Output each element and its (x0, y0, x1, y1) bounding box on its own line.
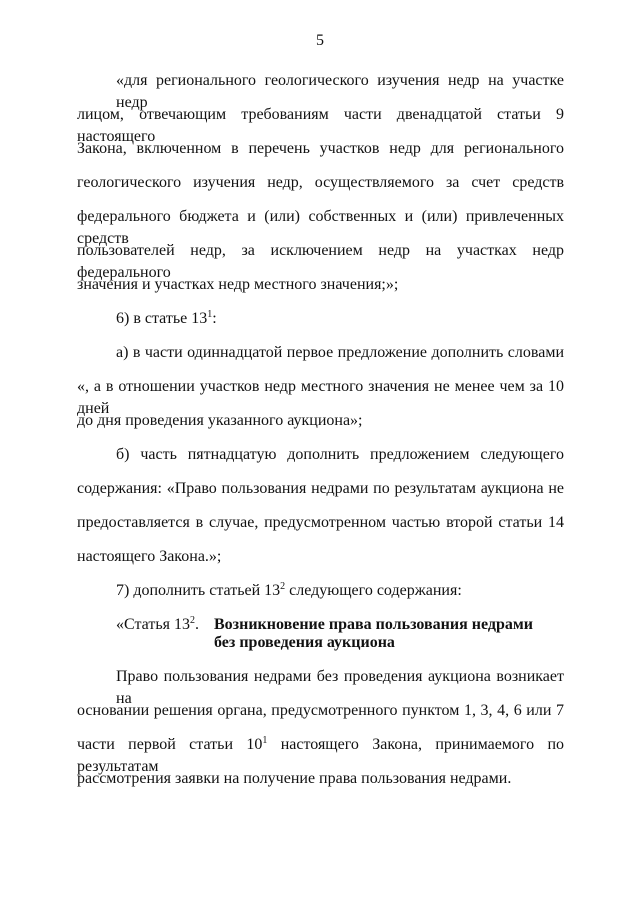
text-fragment: 7) дополнить статьей 13 (116, 582, 281, 599)
article-title-line: Возникновение права пользования недрами (214, 616, 533, 633)
text-line: основании решения органа, предусмотренного пунктом 1, 3, 4, 6 или 7 (77, 702, 564, 719)
text-fragment: 6) в статье 13 (116, 310, 208, 327)
text-line: «для регионального геологического изучения недр на участке недр (116, 72, 564, 111)
text-line (116, 580, 564, 602)
text-line: Право пользования недрами без проведения аукциона возникает на (116, 668, 564, 707)
text-line: до дня проведения указанного аукциона»; (77, 412, 363, 429)
text-line: настоящего Закона.»; (77, 548, 222, 565)
text-line: геологического изучения недр, осуществляемого за счет средств (77, 174, 564, 191)
text-line: содержания: «Право пользования недрами по результатам аукциона не (77, 480, 564, 497)
text-fragment: . (194, 616, 199, 633)
text-line: рассмотрения заявки на получение права пользования недрами. (77, 770, 512, 787)
text-line (116, 308, 564, 330)
text-line: пользователей недр, за исключением недр на участках недр федерального (77, 242, 564, 281)
superscript: 2 (280, 581, 286, 592)
text-line: Закона, включенном в перечень участков недр для регионального (77, 140, 564, 157)
text-line: б) часть пятнадцатую дополнить предложением следующего (116, 446, 564, 463)
article-title-line: без проведения аукциона (214, 634, 395, 651)
text-fragment: части первой статьи 10 (77, 736, 263, 753)
superscript: 1 (262, 735, 268, 746)
text-line: значения и участках недр местного значения;»; (77, 276, 399, 293)
text-line: предоставляется в случае, предусмотренном частью второй статьи 14 (77, 514, 564, 531)
text-fragment: «Статья 13 (116, 616, 190, 633)
article-label (116, 614, 199, 636)
text-line: а) в части одиннадцатой первое предложение дополнить словами (116, 344, 564, 361)
text-fragment: следующего содержания: (285, 582, 462, 599)
text-line: «, а в отношении участков недр местного значения не менее чем за 10 дней (77, 378, 564, 417)
superscript: 2 (189, 615, 195, 626)
page-number: 5 (316, 32, 324, 49)
text-line: лицом, отвечающим требованиям части двенадцатой статьи 9 настоящего (77, 106, 564, 145)
text-fragment: : (212, 310, 217, 327)
text-line: федерального бюджета и (или) собственных и (или) привлеченных средств (77, 208, 564, 247)
superscript: 1 (207, 309, 213, 320)
text-fragment: настоящего Закона, принимаемого по результатам (77, 736, 565, 775)
